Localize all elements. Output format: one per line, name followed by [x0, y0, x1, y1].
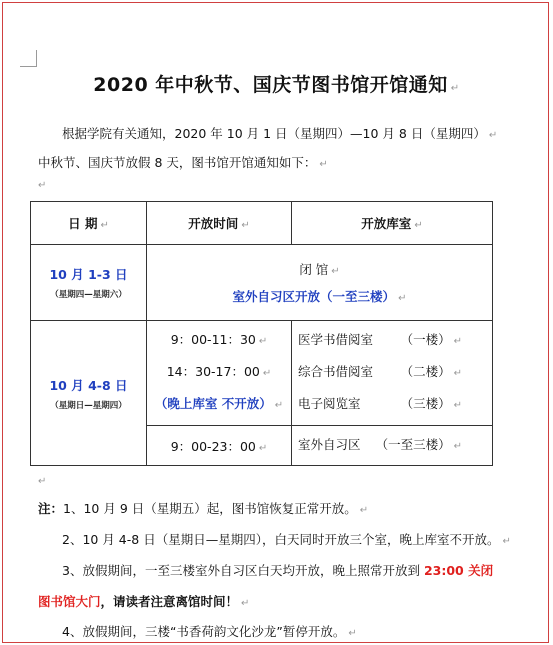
note-4: 4、放假期间，三楼“书香荷韵文化沙龙”暂停开放。 ↵: [62, 624, 357, 639]
period2-time-morning: 9：00-11：30 ↵: [170, 332, 268, 347]
period2-outdoor-cell: [292, 426, 493, 466]
room-row-electronic: 电子阅览室 （三楼） ↵: [298, 396, 462, 411]
intro-line-2: 中秋节、国庆节放假 8 天，图书馆开馆通知如下： ↵: [38, 155, 328, 170]
period1-weekday: （星期四—星期六）: [50, 290, 127, 300]
period1-info-cell: [147, 245, 493, 321]
room-row-general: 综合书借阅室 （二楼） ↵: [298, 364, 462, 379]
note-3-line-2: 图书馆大门，请读者注意离馆时间！ ↵: [38, 594, 250, 609]
note-3-line-1: 3、放假期间，一至三楼室外自习区白天均开放，晚上照常开放到 23:00 关闭: [62, 563, 494, 578]
margin-corner-mark: [20, 50, 37, 67]
notice-title: 2020 年中秋节、国庆节图书馆开馆通知 ↵: [93, 74, 460, 96]
period2-night-note: （晚上库室 不开放） ↵: [154, 396, 284, 411]
table-row: [31, 245, 493, 321]
intro-line-1: 根据学院有关通知，2020 年 10 月 1 日（星期四）—10 月 8 日（星期四） ↵: [62, 126, 498, 141]
empty-paragraph-mark: ↵: [38, 476, 47, 487]
header-date: 日 期 ↵: [31, 202, 147, 245]
header-rooms: 开放库室 ↵: [292, 202, 493, 245]
room-row-medical: 医学书借阅室 （一楼） ↵: [298, 332, 462, 347]
room-row-outdoor: 室外自习区 （一至三楼） ↵: [298, 436, 462, 452]
period1-date: 10 月 1-3 日: [49, 267, 128, 282]
header-time: 开放时间 ↵: [147, 202, 292, 245]
schedule-table: [30, 201, 493, 466]
period2-date-cell: [31, 321, 147, 466]
period2-times-cell: [147, 321, 292, 426]
note-2: 2、10 月 4-8 日（星期日—星期四），白天同时开放三个室，晚上库室不开放。 ↵: [62, 532, 511, 547]
period2-all-day-time: 9：00-23：00 ↵: [147, 426, 292, 466]
period1-outdoor: 室外自习区开放（一至三楼） ↵: [232, 289, 407, 304]
table-row: [31, 321, 493, 426]
period1-date-cell: [31, 245, 147, 321]
period2-rooms-cell: [292, 321, 493, 426]
period1-closed: 闭 馆 ↵: [299, 262, 340, 277]
period2-weekday: （星期日—星期四）: [50, 400, 127, 411]
period2-date: 10 月 4-8 日: [49, 377, 128, 393]
empty-paragraph-mark: ↵: [38, 180, 47, 191]
table-header-row: [31, 202, 493, 245]
period2-time-afternoon: 14：30-17：00 ↵: [166, 364, 272, 379]
note-1: 注：1、10 月 9 日（星期五）起，图书馆恢复正常开放。 ↵: [38, 501, 369, 516]
